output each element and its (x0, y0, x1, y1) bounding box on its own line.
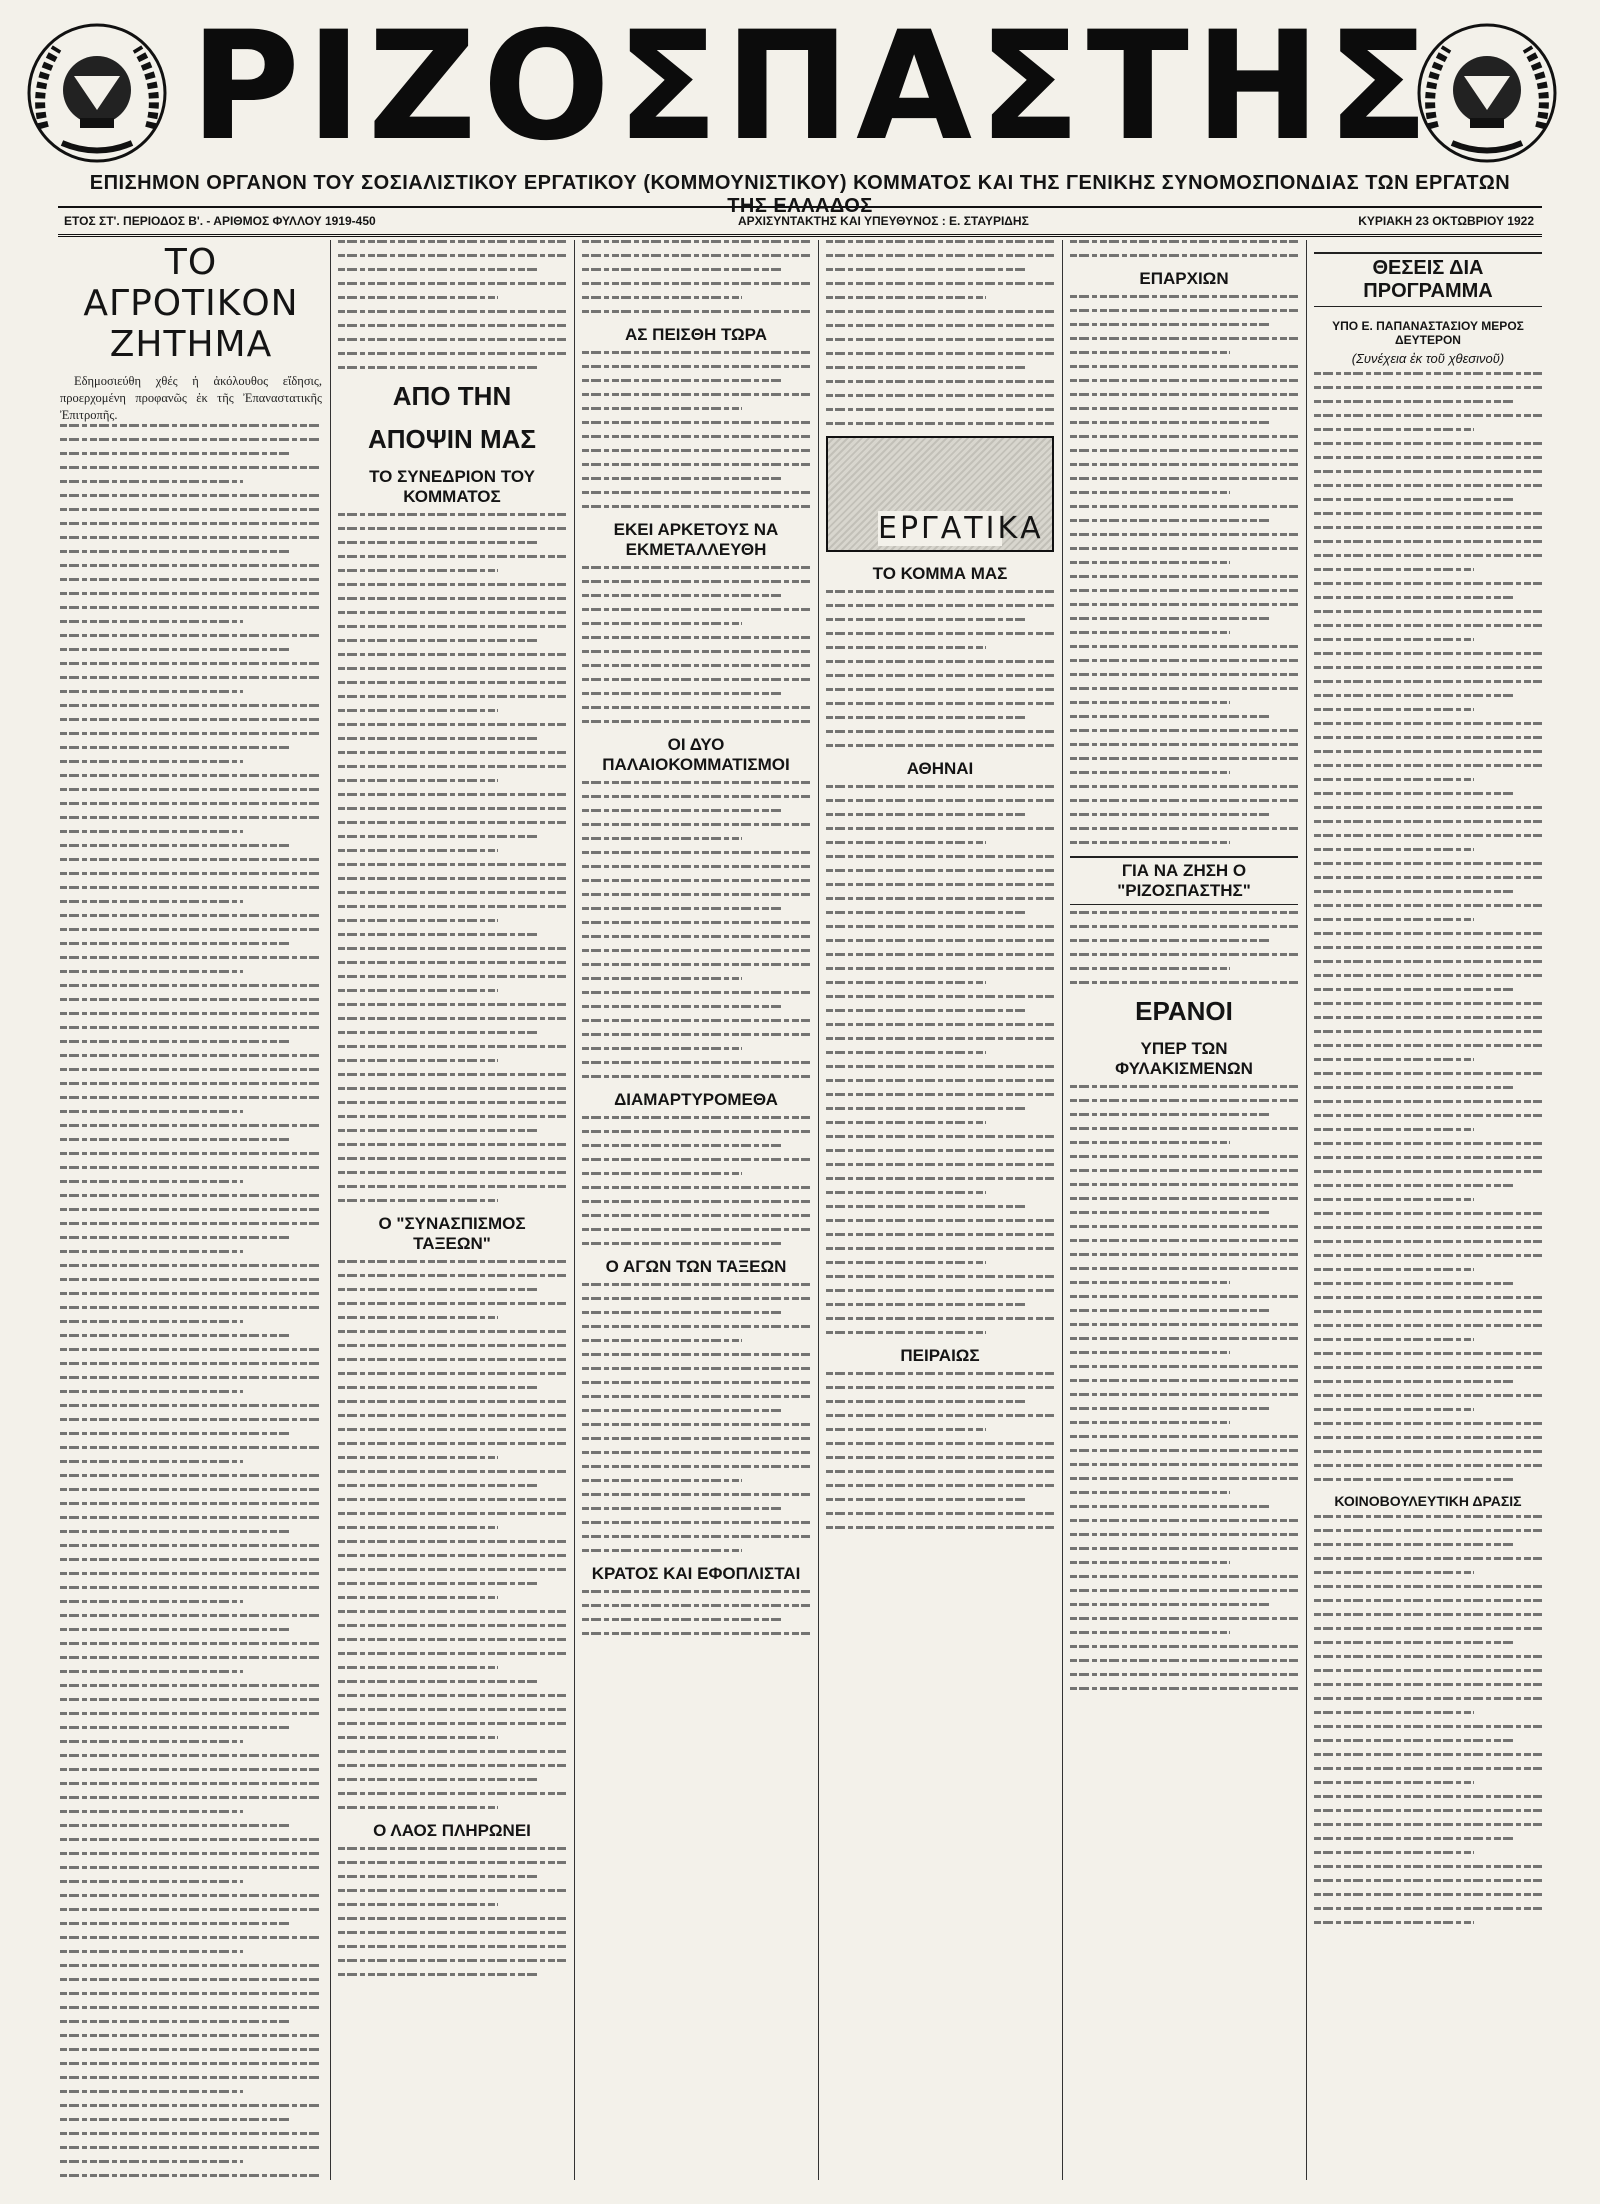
editor-line: ΑΡΧΙΣΥΝΤΑΚΤΗΣ ΚΑΙ ΥΠΕΥΘΥΝΟΣ : Ε. ΣΤΑΥΡΙΔΗΣ (738, 214, 1029, 228)
article-heading: ΘΕΣΕΙΣ ΔΙΑ ΠΡΟΓΡΑΜΜΑ (1314, 252, 1542, 307)
column-6 (1314, 240, 1542, 2180)
newspaper-title: ΡΙΖΟΣΠΑΣΤΗΣ (190, 0, 1435, 174)
column-rule (1062, 240, 1063, 2180)
article-heading: ΕΚΕΙ ΑΡΚΕΤΟΥΣ ΝΑ ΕΚΜΕΤΑΛΛΕΥΘΗ (613, 520, 779, 559)
article-text-block (826, 590, 1054, 747)
article-heading: Ο ΛΑΟΣ ΠΛΗΡΩΝΕΙ (373, 1821, 531, 1840)
ergatika-label: ΕΡΓΑΤΙΚΑ (878, 511, 1044, 546)
ergatika-section-banner (826, 436, 1054, 552)
column-rule (1306, 240, 1307, 2180)
article-heading: ΟΙ ΔΥΟ ΠΑΛΑΙΟΚΟΜΜΑΤΙΣΜΟΙ (602, 735, 790, 774)
lead-headline: ΤΟ ΑΓΡΟΤΙΚΟΝ ΖΗΤΗΜΑ (83, 242, 299, 365)
article-text-block (826, 1372, 1054, 1529)
article-heading: ΑΣ ΠΕΙΣΘΗ ΤΩΡΑ (624, 325, 768, 344)
article-text-block (826, 785, 1054, 1334)
section-heading: ΑΠΟ ΤΗΝ (392, 381, 512, 411)
article-heading: Ο "ΣΥΝΑΣΠΙΣΜΟΣ ΤΑΞΕΩΝ" (378, 1214, 526, 1253)
article-heading: ΚΟΙΝΟΒΟΥΛΕΥΤΙΚΗ ΔΡΑΣΙΣ (1334, 1493, 1522, 1509)
article-heading: ΤΟ ΣΥΝΕΔΡΙΟΝ ΤΟΥ ΚΟΜΜΑΤΟΣ (369, 467, 535, 506)
article-text-block (582, 566, 810, 723)
article-text-block (582, 351, 810, 508)
article-text-block (1314, 1515, 1542, 1924)
article-heading: ΠΕΙΡΑΙΩΣ (900, 1346, 980, 1365)
article-text-block (582, 1116, 810, 1245)
article-text-block (338, 513, 566, 1202)
hammer-sickle-wreath-emblem-left (22, 18, 172, 168)
hammer-sickle-wreath-emblem-right (1412, 18, 1562, 168)
article-heading: ΔΙΑΜΑΡΤΥΡΟΜΕΘΑ (614, 1090, 778, 1109)
newspaper-subtitle: ΕΠΙΣΗΜΟΝ ΟΡΓΑΝΟΝ ΤΟΥ ΣΟΣΙΑΛΙΣΤΙΚΟΥ ΕΡΓΑΤΙΚΟΥ (ΚΟΜΜΟΥΝΙΣΤΙΚΟΥ) ΚΟΜΜΑΤΟΣ ΚΑΙ ΤΗΣ ΓΕΝΙΚΗΣ ΣΥΝΟΜΟΣΠΟΝΔΙΑΣ ΤΩΝ ΕΡΓΑΤΩΝ ΤΗΣ ΕΛΛΑΔΟΣ (89, 172, 1511, 217)
article-heading: Ο ΑΓΩΝ ΤΩΝ ΤΑΞΕΩΝ (605, 1257, 787, 1276)
column-rule (818, 240, 819, 2180)
article-text-block (582, 781, 810, 1078)
article-text-block (826, 240, 1054, 425)
article-byline: ΥΠΟ Ε. ΠΑΠΑΝΑΣΤΑΣΙΟΥ ΜΕΡΟΣ ΔΕΥΤΕΡΟΝ (1332, 319, 1524, 347)
article-subheading: ΥΠΕΡ ΤΩΝ ΦΥΛΑΚΙΣΜΕΝΩΝ (1115, 1039, 1253, 1078)
column-rule (574, 240, 575, 2180)
article-text-block (60, 424, 322, 2180)
article-heading: ΕΡΑΝΟΙ (1135, 996, 1233, 1026)
column-5 (1070, 240, 1298, 2180)
article-text-block (338, 240, 566, 369)
article-text-block (338, 1260, 566, 1809)
article-text-block (1070, 1085, 1298, 1690)
article-heading: ΚΡΑΤΟΣ ΚΑΙ ΕΦΟΠΛΙΣΤΑΙ (591, 1564, 801, 1583)
article-text-block (338, 1847, 566, 1976)
issue-date: ΚΥΡΙΑΚΗ 23 ΟΚΤΩΒΡΙΟΥ 1922 (1358, 214, 1534, 228)
article-text-block (1070, 240, 1298, 257)
article-heading: ΑΘΗΝΑΙ (906, 759, 974, 778)
article-text-block (582, 240, 810, 313)
article-text-block (1070, 295, 1298, 844)
article-text-block (1314, 372, 1542, 1481)
column-2 (338, 240, 566, 2180)
column-3 (582, 240, 810, 2180)
article-heading: ΓΙΑ ΝΑ ΖΗΣΗ Ο "ΡΙΖΟΣΠΑΣΤΗΣ" (1070, 856, 1298, 905)
article-text-block (582, 1283, 810, 1552)
article-heading: ΤΟ ΚΟΜΜΑ ΜΑΣ (872, 564, 1008, 583)
lead-paragraph: Εδημοσιεύθη χθές ἡ ἀκόλουθος εἴδησις, προερχομένη προφανῶς ἐκ τῆς Ἐπαναστατικῆς Ἐπιτροπῆς. (60, 374, 322, 422)
article-heading: ΕΠΑΡΧΙΩΝ (1139, 269, 1229, 288)
column-1 (60, 240, 322, 2180)
article-text-block (582, 1590, 810, 1635)
continuation-note: (Συνέχεια ἐκ τοῦ χθεσινοῦ) (1351, 351, 1505, 366)
column-4 (826, 240, 1054, 2180)
issue-number: ΕΤΟΣ ΣΤ'. ΠΕΡΙΟΔΟΣ Β'. - ΑΡΙΘΜΟΣ ΦΥΛΛΟΥ 1919-450 (64, 214, 376, 228)
issue-info-bar (58, 206, 1542, 237)
column-rule (330, 240, 331, 2180)
section-heading: ΑΠΟΨΙΝ ΜΑΣ (367, 424, 537, 454)
article-text-block (1070, 911, 1298, 984)
